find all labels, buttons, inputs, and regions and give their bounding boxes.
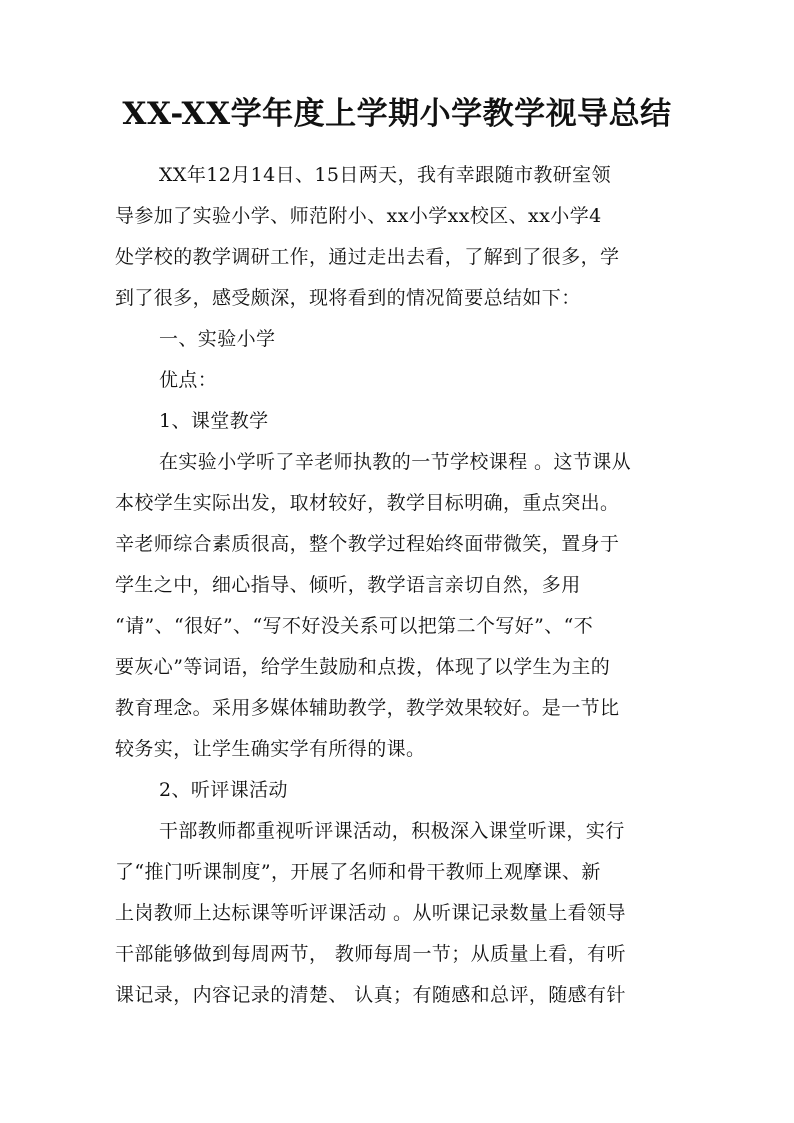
text-line: 到了很多，感受颇深，现将看到的情况简要总结如下：: [115, 287, 581, 309]
text-line: 在实验小学听了辛老师执教的一节学校课程 。这节课从: [159, 451, 632, 473]
text-line: 1、课堂教学: [159, 410, 269, 432]
text-line: 2、听评课活动: [159, 779, 288, 801]
text-line: 要灰心”等词语，给学生鼓励和点拨，体现了以学生为主的: [115, 656, 611, 678]
text-line: 本校学生实际出发，取材较好，教学目标明确，重点突出。: [115, 492, 620, 514]
text-line: 优点：: [159, 369, 218, 391]
text-line: 课记录，内容记录的清楚、 认真；有随感和总评，随感有针: [115, 984, 626, 1006]
text-line: 处学校的教学调研工作，通过走出去看，了解到了很多，学: [115, 246, 620, 268]
text-line: 辛老师综合素质很高，整个教学过程始终面带微笑，置身于: [115, 533, 620, 555]
text-line: 教育理念。采用多媒体辅助教学，教学效果较好。是一节比: [115, 697, 620, 719]
document-title: XX-XX学年度上学期小学教学视导总结: [122, 96, 672, 132]
text-line: 上岗教师上达标课等听评课活动 。从听课记录数量上看领导: [115, 902, 626, 924]
text-line: XX年12月14日、15日两天，我有幸跟随市教研室领: [159, 164, 611, 186]
text-line: 干部教师都重视听评课活动，积极深入课堂听课，实行: [159, 820, 625, 842]
document-body: [115, 155, 705, 1016]
text-line: 较务实，让学生确实学有所得的课。: [115, 738, 426, 760]
text-line: 了“推门听课制度”，开展了名师和骨干教师上观摩课、新: [115, 861, 601, 883]
text-line: 一、实验小学: [159, 328, 276, 350]
text-line: “请”、“很好”、“写不好没关系可以把第二个写好”、“不: [115, 615, 594, 637]
text-line: 干部能够做到每周两节， 教师每周一节；从质量上看，有听: [115, 943, 626, 965]
text-line: 导参加了实验小学、师范附小、xx小学xx校区、xx小学4: [115, 205, 602, 227]
text-line: 学生之中，细心指导、倾听，教学语言亲切自然，多用: [115, 574, 581, 596]
